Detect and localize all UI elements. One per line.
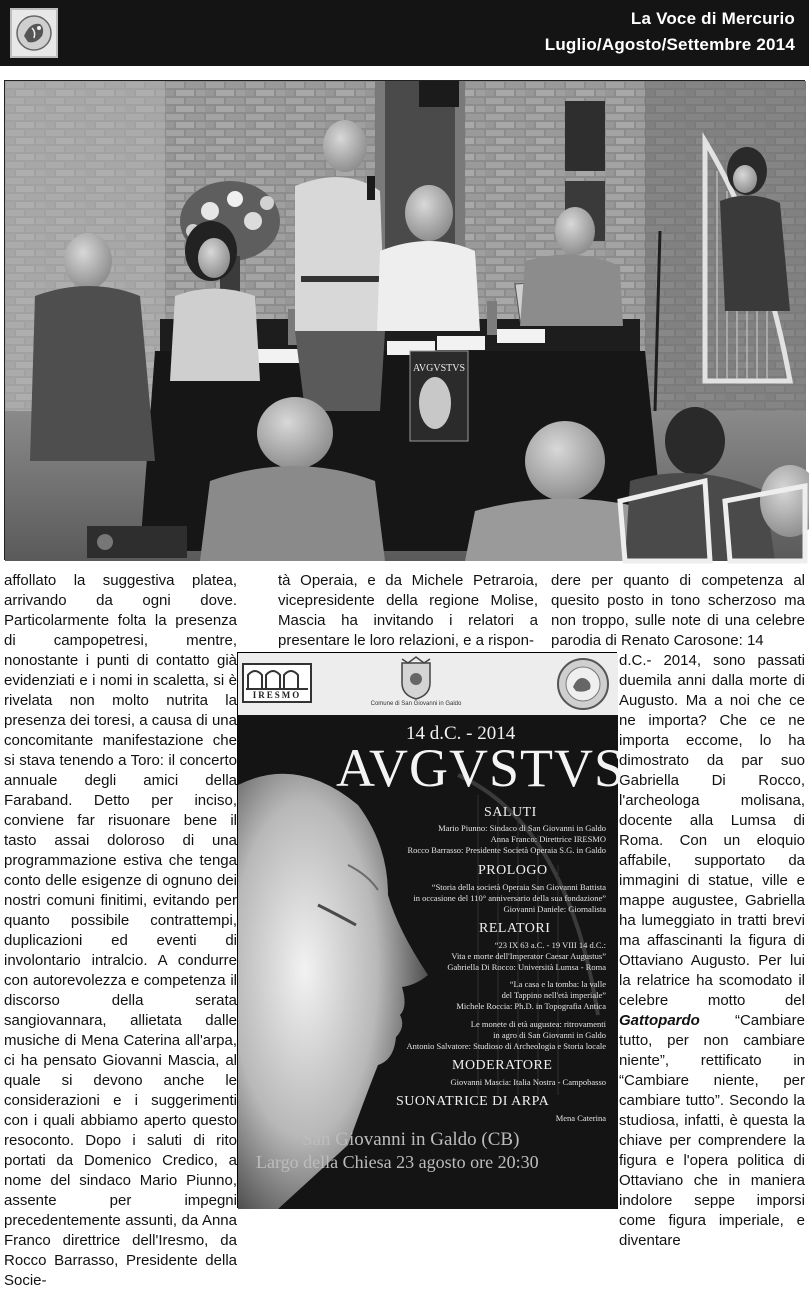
poster-saluti-line: Anna Franco: Direttrice IRESMO — [490, 834, 606, 844]
poster-title: AVGVSTVS — [336, 738, 626, 798]
poster-venue: Largo della Chiesa 23 agosto ore 20:30 — [256, 1152, 539, 1172]
poster-moderatore-heading: MODERATORE — [452, 1058, 553, 1073]
poster-arpa-line: Mena Caterina — [555, 1113, 606, 1123]
issue-date: Luglio/Agosto/Settembre 2014 — [544, 35, 795, 54]
poster-relatori-line: “23 IX 63 a.C. - 19 VIII 14 d.C.: — [494, 940, 606, 950]
poster-moderatore-line: Giovanni Mascia: Italia Nostra - Campobasso — [450, 1077, 606, 1087]
newspaper-header — [0, 0, 809, 66]
poster-place: San Giovanni in Galdo (CB) — [302, 1129, 520, 1150]
poster-relatori-heading: RELATORI — [479, 921, 551, 936]
poster-logo-strip — [238, 653, 618, 715]
poster-saluti-line: Rocco Barrasso: Presidente Società Operaia S.G. in Galdo — [407, 845, 606, 855]
poster-prologo-line: “Storia della società Operaia San Giovanni Battista — [431, 882, 606, 892]
poster-relatori-line: Le monete di età augustea: ritrovamenti — [470, 1019, 606, 1029]
article-column-2 — [278, 571, 538, 651]
poster-saluti-heading: SALUTI — [484, 805, 537, 820]
poster-prologo-line: in occasione del 110° anniversario della sua fondazione” — [413, 893, 606, 903]
poster-relatori-line: Gabriella Di Rocco: Università Lumsa - Roma — [447, 962, 606, 972]
gattopardo-title: Gattopardo — [619, 1012, 700, 1029]
article-column-2-text: tà Operaia, e da Michele Petraroia, vicepresidente della regione Molise, Mascia ha invitando i relatori a presentare le loro relazioni, e a rispon- — [278, 572, 538, 649]
poster-relatori-line: “La casa e la tomba: la valle — [509, 979, 606, 989]
article-column-3-top: dere per quanto di competenza al quesito posto in tono scherzoso ma non troppo, sulle note di una celebre parodia di Renato Carosone: 14 — [551, 572, 805, 649]
iresmo-label: IRESMO — [252, 690, 302, 700]
poster-relatori-line: Antonio Salvatore: Studioso di Archeologia e Storia locale — [406, 1041, 606, 1051]
poster-prologo-line: Giovanni Daniele: Giornalista — [503, 904, 606, 914]
masthead-logo-icon — [10, 8, 58, 58]
event-poster — [237, 652, 626, 1208]
societa-operaia-seal-icon — [556, 657, 610, 711]
article-column-3-after: “Cambiare tutto, per non cambiare niente”, rettificato in “Cambiare niente, per cambiare tutto”. Secondo la studiosa, infatti, è questa la chiave per comprendere la figura e l'opera politica di Ottaviano che in maniera indolore seppe imporsi come figura imperiale, e diventare — [619, 1012, 805, 1249]
iresmo-arches-icon — [244, 665, 310, 691]
poster-relatori-line: in agro di San Giovanni in Galdo — [493, 1030, 606, 1040]
article-column-1-text: affollato la suggestiva platea, arrivando da ogni dove. Particolarmente folta la presenza di campopetresi, mentre, nonostante i punti di contatto già evidenziati e i nomi in scaletta, si è rivelata non molto nutrita la presenza dei toresi, a causa di una concomitante manifestazione che si stava tenendo a Toro: il concerto annuale degli amici della Faraband. Detto per inciso, conviene far risuonare bene il tasto assai doloroso di una programmazione estiva che tenga conto delle esigenze di ognuno dei nostri comuni finitimi, evitando per quanto possibile contrattempi, duplicazioni ed eventi di involontario intralcio. A condurre con autorevolezza e competenza il discorso della serata sangiovannara, allietata dalle musiche di Mena Caterina all'arpa, ci ha pensato Giovanni Mascia, al quale si devono anche le considerazioni e i suggerimenti con i quali abbiamo aperto questo resoconto. Dopo i saluti di rito portati da Domenico Credico, a nome del sindaco Mario Piunno, assente per impegni precedentemente assunti, da Anna Franco direttrice dell'Iresmo, da Rocco Barrasso, Presidente della Socie- — [4, 572, 237, 1289]
newspaper-title: La Voce di Mercurio — [630, 9, 795, 28]
poster-saluti-line: Mario Piunno: Sindaco di San Giovanni in Galdo — [438, 823, 606, 833]
article-column-3-narrow: d.C.- 2014, sono passati duemila anni dalla morte di Augusto. Ma a noi che ce ne importa? Che ce ne importa eccome, lo ha dimostrato da par suo Gabriella Di Rocco, l'archeologa molisana, docente alla Lumsa di Roma. Con un eloquio affabile, supportato da immagini di statue, ville e mappe augustee, Gabriella ha lumeggiato in tratti brevi ma affascinanti la figura di Ottaviano Augusto. Per lui la relatrice ha scomodato il celebre motto del — [619, 652, 805, 1009]
article-column-3-narrow-block — [619, 651, 805, 1251]
article-column-1 — [4, 571, 237, 1291]
poster-relatori-line: Vita e morte dell'Imperator Caesar Augustus” — [451, 951, 606, 961]
iresmo-logo — [242, 663, 312, 703]
crest-caption: Comune di San Giovanni in Galdo — [370, 701, 462, 707]
poster-prologo-heading: PROLOGO — [478, 863, 548, 878]
poster-relatori-line: Michele Roccia: Ph.D. in Topografia Antica — [456, 1001, 606, 1011]
poster-date-range: 14 d.C. - 2014 — [406, 723, 516, 744]
event-photo — [4, 80, 805, 560]
municipal-crest-icon — [398, 657, 434, 701]
poster-relatori-line: del Tappino nell'età imperiale” — [501, 990, 606, 1000]
poster-arpa-heading: SUONATRICE DI ARPA — [396, 1094, 550, 1109]
banner-title: AVGVSTVS — [412, 363, 466, 374]
